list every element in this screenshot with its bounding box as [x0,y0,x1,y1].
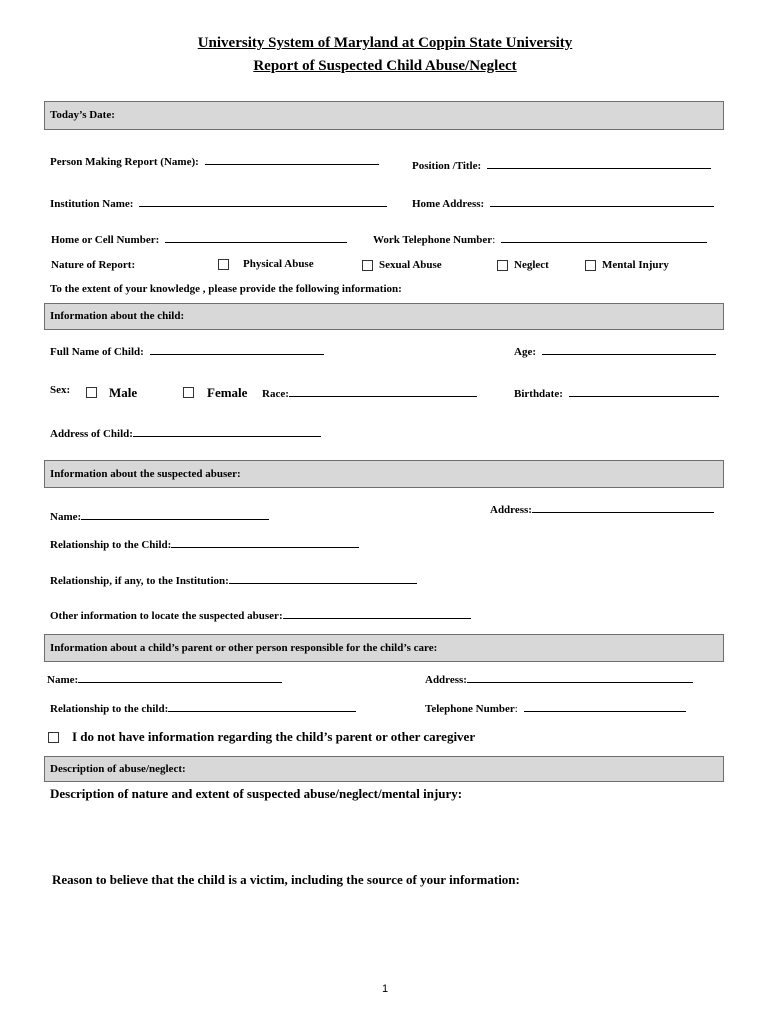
abuser-name-field[interactable] [50,508,269,523]
work-telephone-colon: : [492,234,496,246]
form-title-university: University System of Maryland at Coppin State University [197,35,573,51]
abuser-other-info-field[interactable] [50,607,471,622]
parent-name-field[interactable] [47,671,282,686]
child-info-section [44,303,724,330]
parent-relationship-field[interactable] [50,700,356,715]
neglect-checkbox[interactable] [497,260,508,271]
mental-injury-checkbox[interactable] [585,260,596,271]
work-telephone-line[interactable] [501,231,707,243]
parent-telephone-line[interactable] [524,700,686,712]
female-checkbox[interactable] [183,387,194,398]
child-race-line[interactable] [289,385,477,397]
person-making-report-field[interactable] [50,153,379,168]
parent-name-line[interactable] [78,671,282,683]
child-birthdate-field[interactable] [514,385,719,400]
nature-of-report-label: Nature of Report: [51,259,136,271]
mental-injury-label: Mental Injury [602,259,669,271]
child-age-line[interactable] [542,343,716,355]
male-label: Male [109,385,138,400]
abuser-address-label: Address: [490,504,532,516]
child-info-heading: Information about the child: [50,310,185,322]
child-age-label: Age: [514,346,536,358]
home-address-field[interactable] [412,195,714,210]
page-number: 1 [381,983,389,995]
parent-info-heading: Information about a child’s parent or other person responsible for the child’s care: [50,642,438,654]
home-cell-number-label: Home or Cell Number: [51,234,160,246]
no-parent-info-checkbox[interactable] [48,732,59,743]
form-title-report: Report of Suspected Child Abuse/Neglect [253,58,517,74]
instructions-text: To the extent of your knowledge , please provide the following information: [50,283,402,295]
parent-telephone-label: Telephone Number [425,703,515,715]
child-sex-label: Sex: [50,384,71,396]
parent-info-section [44,634,724,662]
abuser-address-field[interactable] [490,501,714,516]
person-making-report-label: Person Making Report (Name): [50,156,199,168]
abuser-name-line[interactable] [81,508,269,520]
neglect-label: Neglect [514,259,549,271]
description-heading: Description of abuse/neglect: [50,763,186,775]
todays-date-label: Today’s Date: [50,109,115,121]
abuser-relationship-child-line[interactable] [171,536,359,548]
reason-victim-answer-area[interactable] [50,892,720,972]
no-parent-info-label: I do not have information regarding the child’s parent or other caregiver [72,729,476,744]
abuser-info-heading: Information about the suspected abuser: [50,468,241,480]
parent-name-label: Name: [47,674,79,686]
abuser-address-line[interactable] [532,501,714,513]
home-cell-number-field[interactable] [51,231,347,246]
sexual-abuse-label: Sexual Abuse [379,259,442,271]
child-full-name-field[interactable] [50,343,324,358]
abuser-name-label: Name: [50,511,82,523]
abuser-relationship-child-field[interactable] [50,536,359,551]
child-race-field[interactable] [262,385,477,400]
position-title-line[interactable] [487,157,711,169]
description-section [44,756,724,782]
sexual-abuse-checkbox[interactable] [362,260,373,271]
position-title-field[interactable] [412,157,711,172]
home-address-line[interactable] [490,195,714,207]
home-address-label: Home Address: [412,198,485,210]
reason-victim-label: Reason to believe that the child is a victim, including the source of your information: [52,872,520,887]
nature-extent-label: Description of nature and extent of suspected abuse/neglect/mental injury: [50,786,463,801]
work-telephone-field[interactable] [373,231,707,246]
nature-extent-answer-area[interactable] [50,806,720,864]
parent-address-label: Address: [425,674,467,686]
parent-relationship-line[interactable] [168,700,356,712]
parent-address-line[interactable] [467,671,693,683]
abuser-relationship-institution-field[interactable] [50,572,417,587]
institution-name-field[interactable] [50,195,387,210]
parent-telephone-field[interactable] [425,700,686,715]
abuser-relationship-child-label: Relationship to the Child: [50,539,172,551]
child-address-label: Address of Child: [50,428,133,440]
child-race-label: Race: [262,388,289,400]
physical-abuse-checkbox[interactable] [218,259,229,270]
child-age-field[interactable] [514,343,716,358]
abuser-other-info-label: Other information to locate the suspected abuser: [50,610,283,622]
institution-name-line[interactable] [139,195,387,207]
work-telephone-label: Work Telephone Number [373,234,493,246]
child-full-name-line[interactable] [150,343,324,355]
abuser-info-section [44,460,724,488]
child-full-name-label: Full Name of Child: [50,346,144,358]
male-checkbox[interactable] [86,387,97,398]
abuser-relationship-institution-line[interactable] [229,572,417,584]
child-address-line[interactable] [133,425,321,437]
child-address-field[interactable] [50,425,321,440]
position-title-label: Position /Title: [412,160,482,172]
physical-abuse-label: Physical Abuse [243,258,314,270]
person-making-report-line[interactable] [205,153,379,165]
female-label: Female [207,385,248,400]
institution-name-label: Institution Name: [50,198,134,210]
parent-relationship-label: Relationship to the child: [50,703,169,715]
todays-date-section[interactable] [44,101,724,130]
child-birthdate-label: Birthdate: [514,388,563,400]
parent-address-field[interactable] [425,671,693,686]
parent-telephone-colon: : [514,703,518,715]
child-birthdate-line[interactable] [569,385,719,397]
home-cell-number-line[interactable] [165,231,347,243]
abuser-relationship-institution-label: Relationship, if any, to the Institution: [50,575,229,587]
abuser-other-info-line[interactable] [283,607,471,619]
